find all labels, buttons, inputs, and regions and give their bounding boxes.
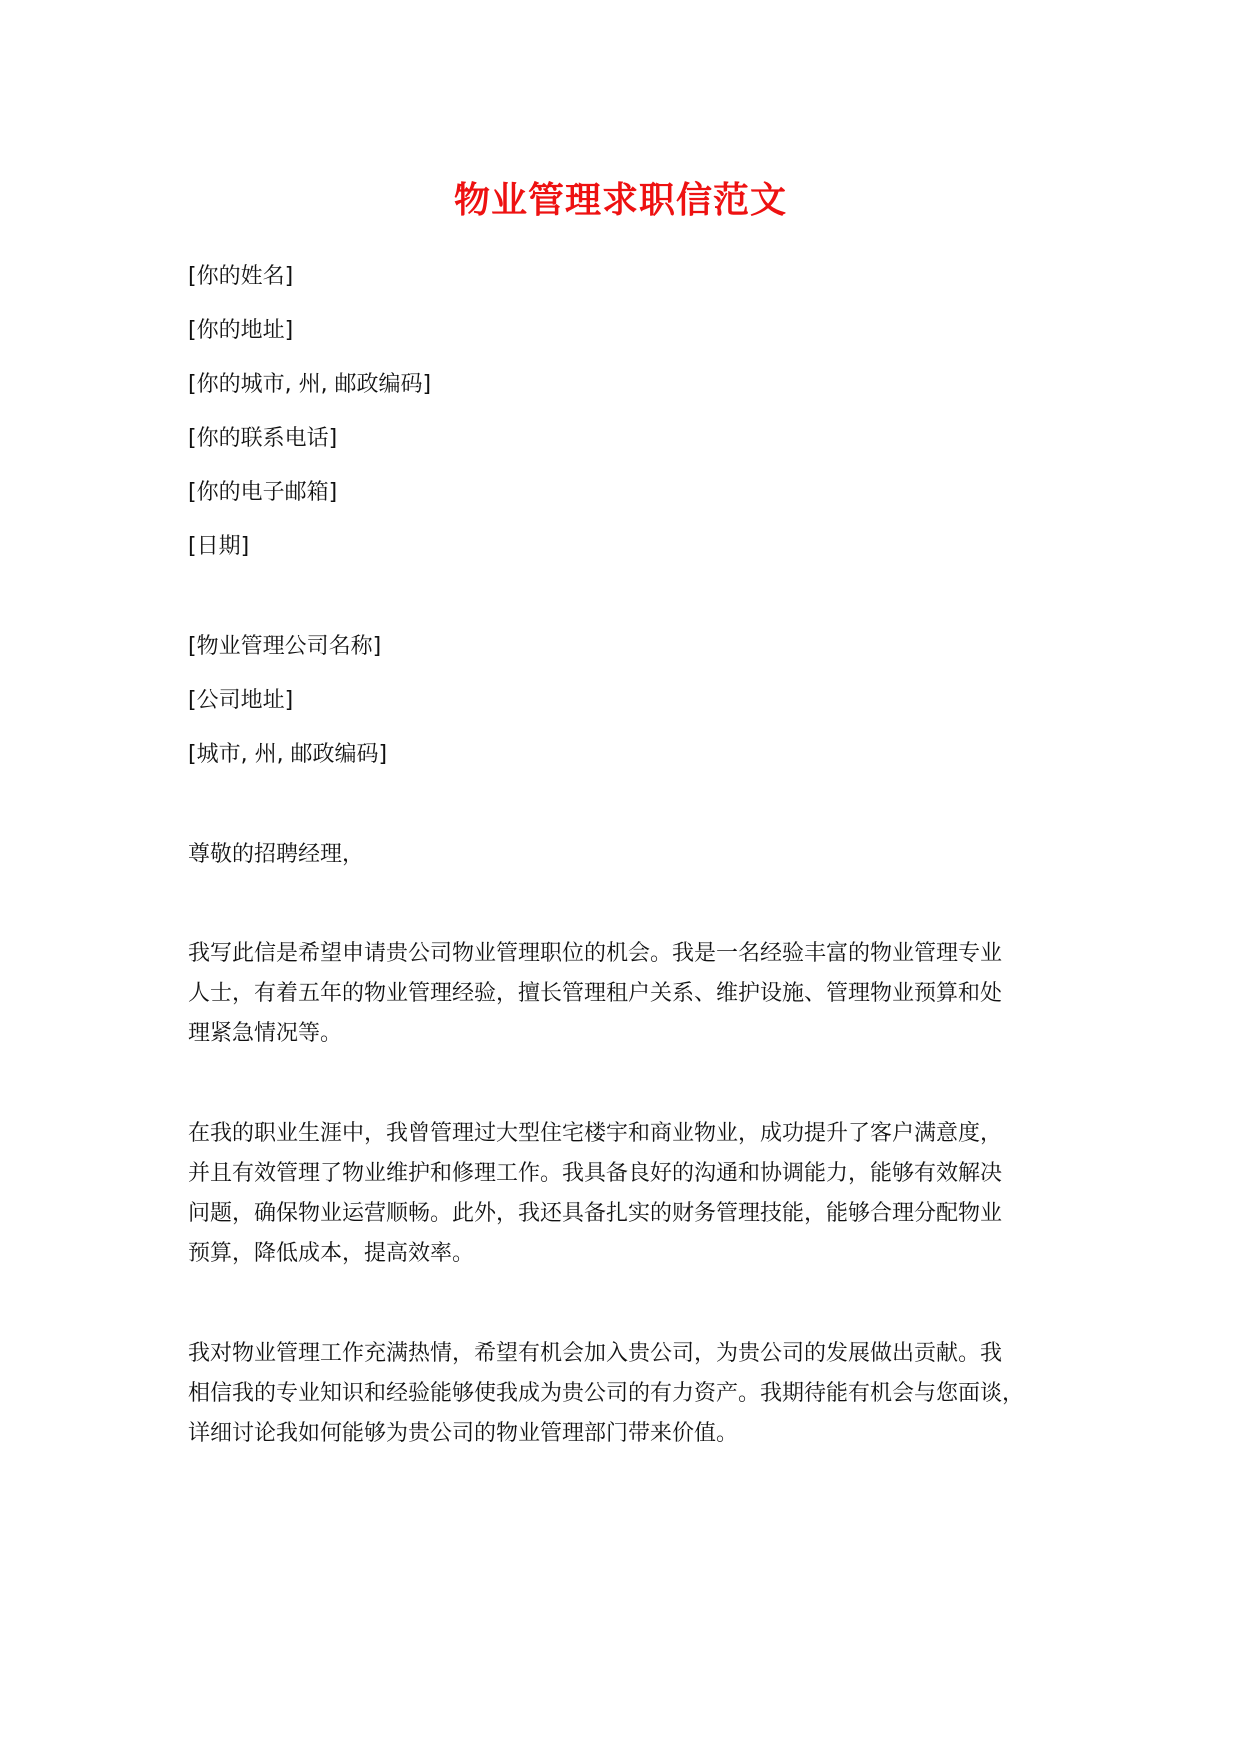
document-title: 物业管理求职信范文 <box>453 180 787 221</box>
sender-address: [你的地址] <box>188 318 294 343</box>
paragraph-line: 问题，确保物业运营顺畅。此外，我还具备扎实的财务管理技能，能够合理分配物业 <box>188 1201 1003 1226</box>
recipient-city-state-zip: [城市, 州, 邮政编码] <box>188 742 388 767</box>
paragraph-line: 在我的职业生涯中，我曾管理过大型住宅楼宇和商业物业，成功提升了客户满意度， <box>188 1121 1003 1146</box>
paragraph-line: 理紧急情况等。 <box>188 1021 343 1046</box>
letter-date: [日期] <box>188 534 250 559</box>
sender-name: [你的姓名] <box>188 264 294 289</box>
body-paragraph-3 <box>188 1334 1088 1454</box>
paragraph-line: 并且有效管理了物业维护和修理工作。我具备良好的沟通和协调能力，能够有效解决 <box>188 1161 1003 1186</box>
paragraph-line: 人士，有着五年的物业管理经验，擅长管理租户关系、维护设施、管理物业预算和处 <box>188 981 1003 1006</box>
paragraph-line: 预算，降低成本，提高效率。 <box>188 1241 475 1266</box>
body-paragraph-2 <box>188 1114 1088 1274</box>
paragraph-line: 详细讨论我如何能够为贵公司的物业管理部门带来价值。 <box>188 1421 739 1446</box>
recipient-company: [物业管理公司名称] <box>188 634 382 659</box>
recipient-address: [公司地址] <box>188 688 294 713</box>
paragraph-line: 我写此信是希望申请贵公司物业管理职位的机会。我是一名经验丰富的物业管理专业 <box>188 941 1003 966</box>
sender-email: [你的电子邮箱] <box>188 480 338 505</box>
salutation: 尊敬的招聘经理， <box>188 842 365 867</box>
paragraph-line: 相信我的专业知识和经验能够使我成为贵公司的有力资产。我期待能有机会与您面谈， <box>188 1381 1025 1406</box>
paragraph-line: 我对物业管理工作充满热情，希望有机会加入贵公司，为贵公司的发展做出贡献。我 <box>188 1341 1003 1366</box>
body-paragraph-1 <box>188 934 1088 1054</box>
sender-city-state-zip: [你的城市, 州, 邮政编码] <box>188 372 432 397</box>
sender-phone: [你的联系电话] <box>188 426 338 451</box>
